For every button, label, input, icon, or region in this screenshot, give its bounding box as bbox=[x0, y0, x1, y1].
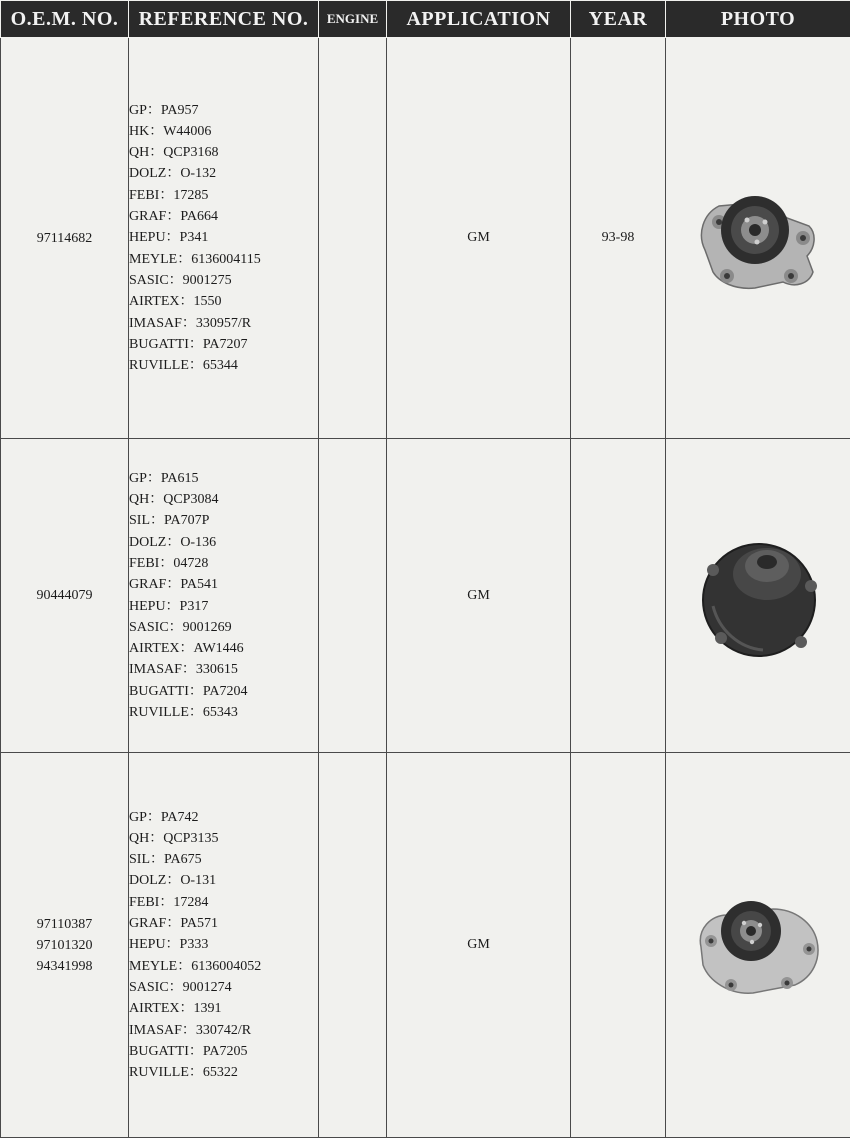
oem-number: 90444079 bbox=[36, 588, 93, 603]
reference-line: RUVILLE：65343 bbox=[129, 704, 238, 720]
oem-number: 94341998 bbox=[36, 958, 93, 974]
reference-cell bbox=[129, 753, 319, 1138]
reference-line: QH：QCP3135 bbox=[129, 830, 219, 846]
water-pump-photo bbox=[683, 526, 833, 666]
engine-column-header: ENGINE bbox=[319, 1, 387, 38]
reference-line: RUVILLE：65322 bbox=[129, 1065, 238, 1081]
year-cell bbox=[571, 753, 666, 1138]
reference-line: GRAF：PA571 bbox=[129, 916, 218, 932]
reference-line: MEYLE：6136004115 bbox=[129, 251, 261, 267]
table-row bbox=[1, 753, 850, 1138]
reference-cell bbox=[129, 38, 319, 439]
application-cell: GM bbox=[387, 753, 571, 1138]
reference-line: GP：PA957 bbox=[129, 102, 199, 118]
engine-cell bbox=[319, 38, 387, 439]
reference-line: GP：PA742 bbox=[129, 809, 199, 825]
reference-line: HEPU：P317 bbox=[129, 598, 209, 614]
reference-column-header: REFERENCE NO. bbox=[129, 1, 319, 38]
oem-cell bbox=[1, 439, 129, 753]
application-cell: GM bbox=[387, 38, 571, 439]
reference-line: AIRTEX：1550 bbox=[129, 294, 222, 310]
reference-line: FEBI：17284 bbox=[129, 894, 209, 910]
reference-line: FEBI：04728 bbox=[129, 555, 209, 571]
reference-line: IMASAF：330957/R bbox=[129, 315, 252, 331]
reference-line: IMASAF：330615 bbox=[129, 662, 238, 678]
reference-line: GP：PA615 bbox=[129, 470, 199, 486]
table-row bbox=[1, 38, 850, 439]
reference-line: DOLZ：O-132 bbox=[129, 166, 217, 182]
reference-line: AIRTEX：AW1446 bbox=[129, 641, 244, 657]
engine-cell bbox=[319, 753, 387, 1138]
photo-column-header: PHOTO bbox=[666, 1, 850, 38]
reference-line: HEPU：P333 bbox=[129, 937, 209, 953]
reference-line: DOLZ：O-131 bbox=[129, 873, 217, 889]
reference-line: HEPU：P341 bbox=[129, 230, 209, 246]
reference-line: SASIC：9001269 bbox=[129, 619, 232, 635]
reference-line: HK：W44006 bbox=[129, 123, 212, 139]
reference-line: BUGATTI：PA7207 bbox=[129, 336, 248, 352]
oem-number: 97110387 bbox=[36, 916, 93, 932]
photo-cell bbox=[666, 38, 850, 439]
reference-line: DOLZ：O-136 bbox=[129, 534, 217, 550]
reference-line: BUGATTI：PA7205 bbox=[129, 1043, 248, 1059]
table-header bbox=[1, 1, 850, 38]
engine-cell bbox=[319, 439, 387, 753]
application-column-header: APPLICATION bbox=[387, 1, 571, 38]
year-column-header: YEAR bbox=[571, 1, 666, 38]
oem-cell bbox=[1, 753, 129, 1138]
reference-line: BUGATTI：PA7204 bbox=[129, 683, 248, 699]
water-pump-photo bbox=[683, 176, 833, 301]
reference-line: SIL：PA675 bbox=[129, 852, 202, 868]
reference-line: RUVILLE：65344 bbox=[129, 358, 238, 374]
reference-line: MEYLE：6136004052 bbox=[129, 958, 262, 974]
oem-number: 97101320 bbox=[36, 937, 93, 953]
reference-line: QH：QCP3168 bbox=[129, 145, 219, 161]
reference-line: SASIC：9001274 bbox=[129, 979, 232, 995]
table-row bbox=[1, 439, 850, 753]
year-cell: 93-98 bbox=[571, 38, 666, 439]
oem-number: 97114682 bbox=[36, 230, 93, 246]
photo-cell bbox=[666, 753, 850, 1138]
reference-line: SASIC：9001275 bbox=[129, 272, 232, 288]
reference-line: AIRTEX：1391 bbox=[129, 1001, 222, 1017]
reference-line: QH：QCP3084 bbox=[129, 492, 219, 508]
water-pump-photo bbox=[683, 885, 833, 1005]
oem-cell bbox=[1, 38, 129, 439]
reference-line: GRAF：PA541 bbox=[129, 577, 218, 593]
reference-line: FEBI：17285 bbox=[129, 187, 209, 203]
reference-line: SIL：PA707P bbox=[129, 513, 210, 529]
reference-line: IMASAF：330742/R bbox=[129, 1022, 252, 1038]
application-cell: GM bbox=[387, 439, 571, 753]
photo-cell bbox=[666, 439, 850, 753]
year-cell bbox=[571, 439, 666, 753]
reference-cell bbox=[129, 439, 319, 753]
reference-line: GRAF：PA664 bbox=[129, 209, 218, 225]
oem-column-header: O.E.M. NO. bbox=[1, 1, 129, 38]
